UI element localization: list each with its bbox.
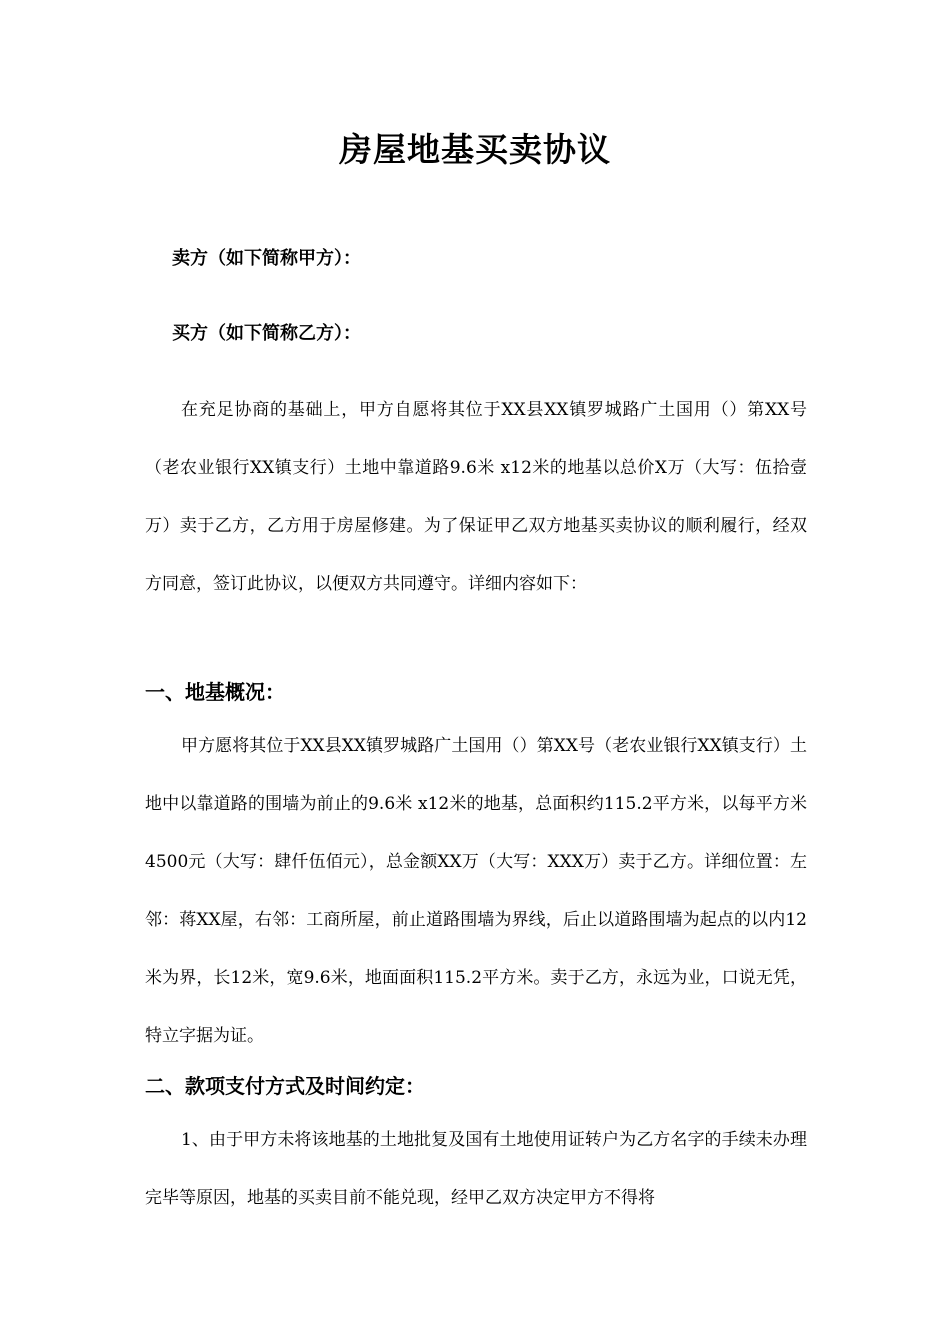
buyer-label: 买方（如下简称乙方）： (172, 323, 361, 344)
section1-heading: 一、地基概况： (145, 680, 285, 704)
section2-paragraph: 1、由于甲方未将该地基的土地批复及国有土地使用证转户为乙方名字的手续未办理完毕等原因，地基的买卖目前不能兑现，经甲乙双方决定甲方不得将 (145, 1130, 807, 1208)
document-title: 房屋地基买卖协议 (339, 130, 611, 169)
seller-label: 卖方（如下简称甲方）： (172, 248, 361, 269)
section1-paragraph: 甲方愿将其位于XX县XX镇罗城路广土国用（）第XX号（老农业银行XX镇支行）土地中以靠道路的围墙为前止的9.6米 x12米的地基，总面积约115.2平方米，以每平方米4500元（大写：肆仟伍佰元），总金额XX万（大写：XXX万）卖于乙方。详细位置：左邻：蒋XX屋，右邻：工商所屋，前止道路围墙为界线，后止以道路围墙为起点的以内12米为界，长12米，宽9.6米，地面面积115.2平方米。卖于乙方，永远为业，口说无凭，特立字据为证。 (145, 736, 807, 1046)
intro-paragraph: 在充足协商的基础上，甲方自愿将其位于XX县XX镇罗城路广土国用（）第XX号（老农业银行XX镇支行）土地中靠道路9.6米 x12米的地基以总价X万（大写：伍拾壹万）卖于乙方，乙方用于房屋修建。为了保证甲乙双方地基买卖协议的顺利履行，经双方同意，签订此协议，以便双方共同遵守。详细内容如下： (145, 400, 807, 594)
section2-heading: 二、款项支付方式及时间约定： (145, 1074, 425, 1098)
